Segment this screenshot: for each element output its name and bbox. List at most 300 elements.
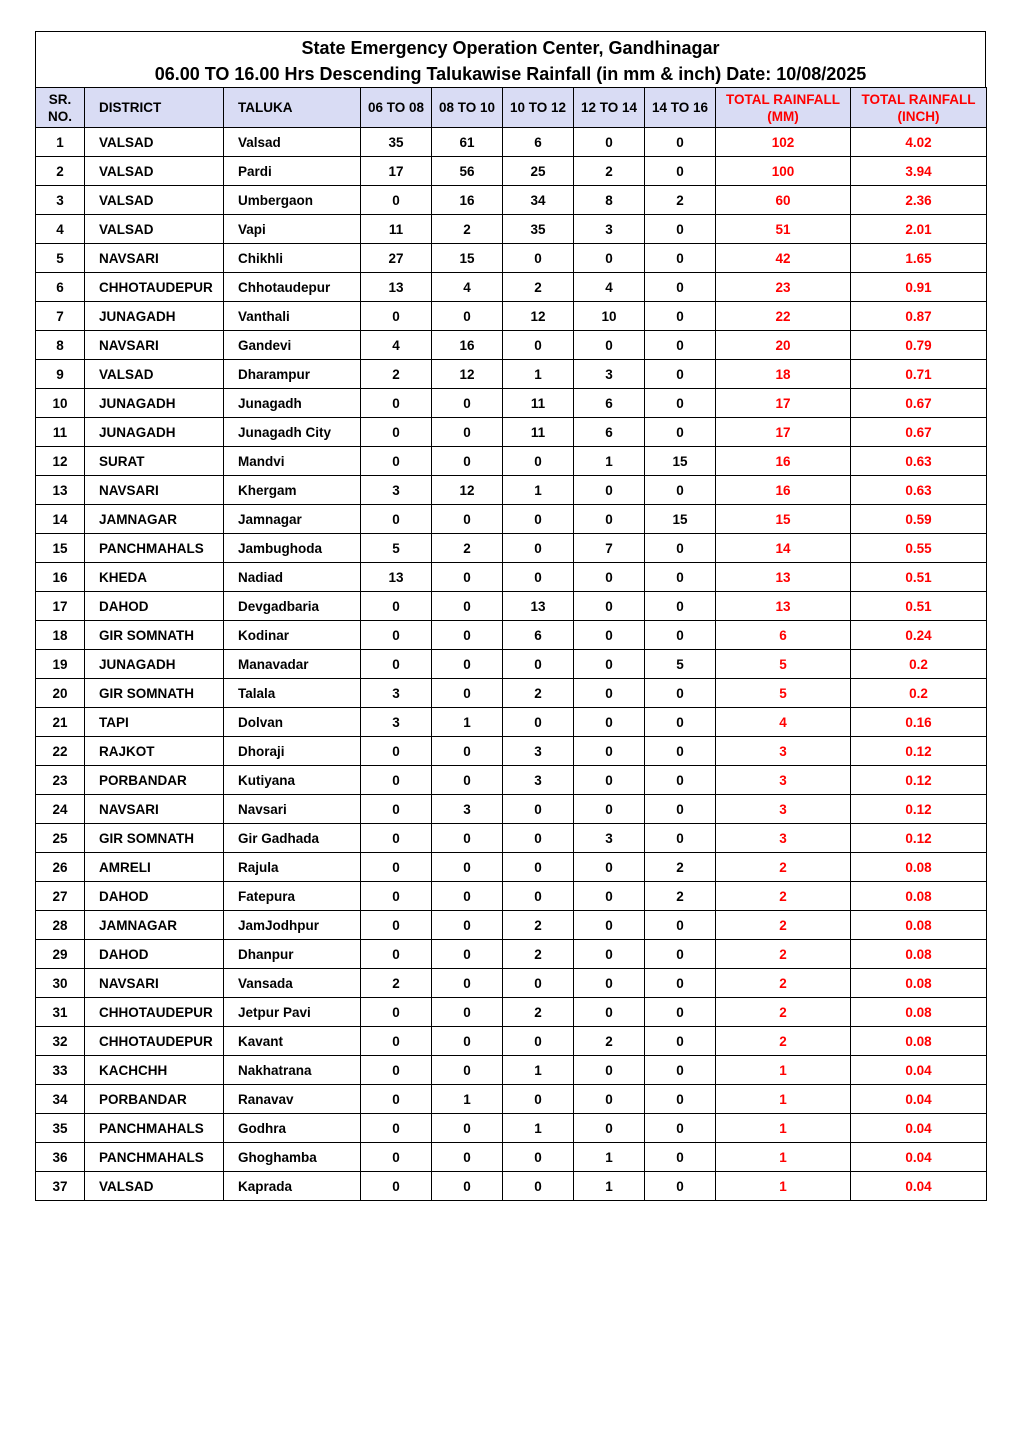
cell-taluka: Junagadh	[224, 389, 361, 418]
cell-06-to-08: 0	[361, 1172, 432, 1201]
table-row	[36, 766, 987, 795]
table-row	[36, 1143, 987, 1172]
cell-10-to-12: 3	[503, 766, 574, 795]
cell-total-mm: 2	[716, 853, 851, 882]
cell-district: GIR SOMNATH	[85, 679, 224, 708]
cell-06-to-08: 0	[361, 621, 432, 650]
cell-sr-no: 32	[36, 1027, 85, 1056]
cell-12-to-14: 8	[574, 186, 645, 215]
cell-08-to-10: 1	[432, 1085, 503, 1114]
cell-10-to-12: 0	[503, 824, 574, 853]
cell-taluka: Rajula	[224, 853, 361, 882]
cell-08-to-10: 0	[432, 505, 503, 534]
cell-06-to-08: 0	[361, 824, 432, 853]
cell-14-to-16: 0	[645, 476, 716, 505]
table-row	[36, 302, 987, 331]
cell-taluka: Devgadbaria	[224, 592, 361, 621]
col-header-total-mm: TOTAL RAINFALL (MM)	[716, 88, 851, 128]
cell-14-to-16: 15	[645, 505, 716, 534]
cell-sr-no: 12	[36, 447, 85, 476]
cell-08-to-10: 12	[432, 476, 503, 505]
table-row	[36, 215, 987, 244]
cell-total-mm: 2	[716, 882, 851, 911]
cell-sr-no: 24	[36, 795, 85, 824]
cell-10-to-12: 1	[503, 476, 574, 505]
cell-08-to-10: 0	[432, 1056, 503, 1085]
cell-taluka: JamJodhpur	[224, 911, 361, 940]
cell-08-to-10: 0	[432, 592, 503, 621]
cell-12-to-14: 0	[574, 969, 645, 998]
cell-total-mm: 15	[716, 505, 851, 534]
table-row	[36, 563, 987, 592]
cell-total-mm: 1	[716, 1143, 851, 1172]
cell-06-to-08: 13	[361, 273, 432, 302]
cell-06-to-08: 0	[361, 940, 432, 969]
cell-10-to-12: 0	[503, 1172, 574, 1201]
cell-taluka: Junagadh City	[224, 418, 361, 447]
cell-total-mm: 1	[716, 1114, 851, 1143]
cell-14-to-16: 0	[645, 273, 716, 302]
cell-sr-no: 6	[36, 273, 85, 302]
cell-14-to-16: 0	[645, 795, 716, 824]
cell-district: JUNAGADH	[85, 302, 224, 331]
cell-district: VALSAD	[85, 157, 224, 186]
cell-10-to-12: 34	[503, 186, 574, 215]
cell-10-to-12: 0	[503, 505, 574, 534]
cell-total-inch: 1.65	[851, 244, 987, 273]
cell-sr-no: 31	[36, 998, 85, 1027]
cell-total-inch: 2.01	[851, 215, 987, 244]
table-row	[36, 998, 987, 1027]
cell-08-to-10: 0	[432, 737, 503, 766]
cell-sr-no: 26	[36, 853, 85, 882]
cell-total-mm: 5	[716, 679, 851, 708]
cell-06-to-08: 0	[361, 418, 432, 447]
cell-12-to-14: 0	[574, 476, 645, 505]
table-header-row	[36, 88, 987, 128]
cell-12-to-14: 0	[574, 882, 645, 911]
cell-08-to-10: 16	[432, 331, 503, 360]
cell-12-to-14: 0	[574, 505, 645, 534]
cell-10-to-12: 2	[503, 998, 574, 1027]
cell-total-inch: 3.94	[851, 157, 987, 186]
cell-10-to-12: 2	[503, 911, 574, 940]
cell-10-to-12: 2	[503, 273, 574, 302]
cell-taluka: Kavant	[224, 1027, 361, 1056]
cell-district: JUNAGADH	[85, 389, 224, 418]
cell-total-inch: 2.36	[851, 186, 987, 215]
cell-taluka: Pardi	[224, 157, 361, 186]
cell-sr-no: 34	[36, 1085, 85, 1114]
cell-06-to-08: 3	[361, 476, 432, 505]
cell-district: AMRELI	[85, 853, 224, 882]
cell-total-mm: 2	[716, 940, 851, 969]
cell-taluka: Chhotaudepur	[224, 273, 361, 302]
cell-taluka: Dhoraji	[224, 737, 361, 766]
cell-total-mm: 16	[716, 447, 851, 476]
cell-sr-no: 35	[36, 1114, 85, 1143]
cell-sr-no: 36	[36, 1143, 85, 1172]
cell-08-to-10: 0	[432, 1143, 503, 1172]
cell-total-inch: 0.08	[851, 911, 987, 940]
table-row	[36, 708, 987, 737]
cell-district: RAJKOT	[85, 737, 224, 766]
cell-10-to-12: 0	[503, 1027, 574, 1056]
cell-total-mm: 1	[716, 1056, 851, 1085]
cell-10-to-12: 0	[503, 650, 574, 679]
col-header-total-inch: TOTAL RAINFALL (INCH)	[851, 88, 987, 128]
cell-total-inch: 0.2	[851, 650, 987, 679]
table-row	[36, 650, 987, 679]
cell-total-mm: 42	[716, 244, 851, 273]
cell-taluka: Umbergaon	[224, 186, 361, 215]
table-row	[36, 244, 987, 273]
cell-10-to-12: 0	[503, 331, 574, 360]
cell-total-inch: 0.04	[851, 1114, 987, 1143]
cell-10-to-12: 0	[503, 1085, 574, 1114]
table-row	[36, 1085, 987, 1114]
cell-taluka: Valsad	[224, 128, 361, 157]
cell-taluka: Vapi	[224, 215, 361, 244]
cell-10-to-12: 1	[503, 1056, 574, 1085]
col-header-14-to-16: 14 TO 16	[645, 88, 716, 128]
cell-district: NAVSARI	[85, 476, 224, 505]
rainfall-report	[35, 31, 986, 1201]
cell-06-to-08: 0	[361, 853, 432, 882]
cell-12-to-14: 2	[574, 1027, 645, 1056]
cell-12-to-14: 0	[574, 795, 645, 824]
cell-12-to-14: 4	[574, 273, 645, 302]
cell-12-to-14: 2	[574, 157, 645, 186]
cell-taluka: Khergam	[224, 476, 361, 505]
cell-total-mm: 1	[716, 1172, 851, 1201]
cell-14-to-16: 2	[645, 186, 716, 215]
cell-06-to-08: 5	[361, 534, 432, 563]
cell-12-to-14: 3	[574, 824, 645, 853]
cell-12-to-14: 0	[574, 940, 645, 969]
cell-total-inch: 0.04	[851, 1172, 987, 1201]
col-header-06-to-08: 06 TO 08	[361, 88, 432, 128]
cell-08-to-10: 0	[432, 447, 503, 476]
cell-sr-no: 29	[36, 940, 85, 969]
cell-12-to-14: 0	[574, 911, 645, 940]
cell-sr-no: 18	[36, 621, 85, 650]
cell-total-mm: 1	[716, 1085, 851, 1114]
cell-10-to-12: 0	[503, 563, 574, 592]
cell-06-to-08: 17	[361, 157, 432, 186]
cell-12-to-14: 0	[574, 679, 645, 708]
cell-08-to-10: 0	[432, 389, 503, 418]
cell-district: VALSAD	[85, 360, 224, 389]
cell-total-mm: 2	[716, 1027, 851, 1056]
cell-08-to-10: 4	[432, 273, 503, 302]
table-row	[36, 737, 987, 766]
cell-total-mm: 2	[716, 911, 851, 940]
cell-district: TAPI	[85, 708, 224, 737]
cell-total-inch: 0.51	[851, 592, 987, 621]
cell-total-inch: 0.71	[851, 360, 987, 389]
cell-total-mm: 2	[716, 969, 851, 998]
cell-06-to-08: 27	[361, 244, 432, 273]
cell-12-to-14: 0	[574, 128, 645, 157]
cell-sr-no: 27	[36, 882, 85, 911]
cell-sr-no: 20	[36, 679, 85, 708]
cell-total-mm: 6	[716, 621, 851, 650]
cell-total-inch: 0.08	[851, 853, 987, 882]
cell-taluka: Navsari	[224, 795, 361, 824]
cell-district: DAHOD	[85, 882, 224, 911]
cell-district: KHEDA	[85, 563, 224, 592]
cell-sr-no: 13	[36, 476, 85, 505]
table-row	[36, 795, 987, 824]
cell-total-mm: 2	[716, 998, 851, 1027]
cell-14-to-16: 0	[645, 563, 716, 592]
cell-sr-no: 8	[36, 331, 85, 360]
cell-08-to-10: 15	[432, 244, 503, 273]
cell-total-inch: 0.08	[851, 969, 987, 998]
cell-14-to-16: 0	[645, 940, 716, 969]
cell-06-to-08: 0	[361, 1114, 432, 1143]
cell-total-inch: 0.59	[851, 505, 987, 534]
cell-08-to-10: 1	[432, 708, 503, 737]
cell-10-to-12: 0	[503, 795, 574, 824]
cell-sr-no: 16	[36, 563, 85, 592]
cell-14-to-16: 0	[645, 911, 716, 940]
table-row	[36, 505, 987, 534]
cell-district: VALSAD	[85, 186, 224, 215]
cell-12-to-14: 3	[574, 215, 645, 244]
cell-10-to-12: 11	[503, 389, 574, 418]
cell-06-to-08: 0	[361, 592, 432, 621]
cell-district: VALSAD	[85, 1172, 224, 1201]
cell-district: JAMNAGAR	[85, 505, 224, 534]
cell-district: SURAT	[85, 447, 224, 476]
cell-total-inch: 0.12	[851, 766, 987, 795]
cell-sr-no: 25	[36, 824, 85, 853]
cell-total-mm: 17	[716, 389, 851, 418]
cell-total-mm: 3	[716, 737, 851, 766]
cell-taluka: Gir Gadhada	[224, 824, 361, 853]
cell-08-to-10: 0	[432, 650, 503, 679]
cell-total-mm: 13	[716, 592, 851, 621]
cell-total-inch: 0.04	[851, 1085, 987, 1114]
cell-total-mm: 4	[716, 708, 851, 737]
cell-14-to-16: 0	[645, 534, 716, 563]
cell-08-to-10: 0	[432, 679, 503, 708]
cell-14-to-16: 0	[645, 302, 716, 331]
cell-08-to-10: 56	[432, 157, 503, 186]
cell-06-to-08: 3	[361, 679, 432, 708]
col-header-12-to-14: 12 TO 14	[574, 88, 645, 128]
cell-total-mm: 17	[716, 418, 851, 447]
cell-total-inch: 0.79	[851, 331, 987, 360]
cell-14-to-16: 15	[645, 447, 716, 476]
cell-district: DAHOD	[85, 592, 224, 621]
cell-taluka: Dolvan	[224, 708, 361, 737]
cell-taluka: Chikhli	[224, 244, 361, 273]
cell-sr-no: 22	[36, 737, 85, 766]
cell-10-to-12: 25	[503, 157, 574, 186]
cell-14-to-16: 0	[645, 215, 716, 244]
cell-08-to-10: 0	[432, 418, 503, 447]
cell-district: PANCHMAHALS	[85, 1114, 224, 1143]
cell-taluka: Ranavav	[224, 1085, 361, 1114]
cell-taluka: Jamnagar	[224, 505, 361, 534]
cell-14-to-16: 0	[645, 418, 716, 447]
cell-total-mm: 16	[716, 476, 851, 505]
cell-14-to-16: 0	[645, 244, 716, 273]
cell-total-inch: 0.08	[851, 940, 987, 969]
report-title: State Emergency Operation Center, Gandhinagar	[301, 38, 720, 58]
cell-14-to-16: 2	[645, 882, 716, 911]
cell-12-to-14: 1	[574, 1143, 645, 1172]
cell-10-to-12: 3	[503, 737, 574, 766]
cell-total-mm: 3	[716, 795, 851, 824]
cell-12-to-14: 0	[574, 853, 645, 882]
cell-total-mm: 102	[716, 128, 851, 157]
cell-sr-no: 11	[36, 418, 85, 447]
cell-06-to-08: 0	[361, 302, 432, 331]
table-row	[36, 940, 987, 969]
table-row	[36, 447, 987, 476]
cell-12-to-14: 10	[574, 302, 645, 331]
cell-10-to-12: 0	[503, 708, 574, 737]
cell-district: JUNAGADH	[85, 650, 224, 679]
cell-sr-no: 3	[36, 186, 85, 215]
cell-08-to-10: 0	[432, 911, 503, 940]
cell-08-to-10: 3	[432, 795, 503, 824]
cell-14-to-16: 0	[645, 766, 716, 795]
table-row	[36, 186, 987, 215]
cell-14-to-16: 0	[645, 679, 716, 708]
table-row	[36, 273, 987, 302]
cell-sr-no: 10	[36, 389, 85, 418]
table-row	[36, 911, 987, 940]
cell-08-to-10: 0	[432, 998, 503, 1027]
cell-06-to-08: 0	[361, 766, 432, 795]
cell-06-to-08: 3	[361, 708, 432, 737]
table-row	[36, 418, 987, 447]
cell-08-to-10: 0	[432, 766, 503, 795]
cell-08-to-10: 0	[432, 882, 503, 911]
cell-taluka: Kodinar	[224, 621, 361, 650]
cell-district: JAMNAGAR	[85, 911, 224, 940]
cell-taluka: Nadiad	[224, 563, 361, 592]
cell-taluka: Vansada	[224, 969, 361, 998]
cell-12-to-14: 0	[574, 766, 645, 795]
cell-taluka: Kaprada	[224, 1172, 361, 1201]
cell-12-to-14: 3	[574, 360, 645, 389]
cell-14-to-16: 0	[645, 592, 716, 621]
rainfall-table	[35, 87, 987, 1201]
cell-08-to-10: 2	[432, 534, 503, 563]
cell-sr-no: 23	[36, 766, 85, 795]
cell-12-to-14: 0	[574, 998, 645, 1027]
cell-12-to-14: 1	[574, 447, 645, 476]
cell-14-to-16: 2	[645, 853, 716, 882]
cell-06-to-08: 35	[361, 128, 432, 157]
cell-14-to-16: 0	[645, 1056, 716, 1085]
table-row	[36, 969, 987, 998]
cell-taluka: Vanthali	[224, 302, 361, 331]
cell-14-to-16: 0	[645, 1143, 716, 1172]
cell-total-mm: 22	[716, 302, 851, 331]
report-header	[35, 31, 986, 87]
cell-total-inch: 0.08	[851, 998, 987, 1027]
cell-total-mm: 51	[716, 215, 851, 244]
cell-total-inch: 0.63	[851, 447, 987, 476]
cell-total-inch: 0.24	[851, 621, 987, 650]
cell-14-to-16: 0	[645, 1172, 716, 1201]
cell-total-mm: 13	[716, 563, 851, 592]
cell-sr-no: 4	[36, 215, 85, 244]
cell-08-to-10: 16	[432, 186, 503, 215]
table-row	[36, 128, 987, 157]
table-row	[36, 331, 987, 360]
cell-district: PORBANDAR	[85, 766, 224, 795]
cell-10-to-12: 0	[503, 882, 574, 911]
cell-14-to-16: 0	[645, 1114, 716, 1143]
cell-12-to-14: 7	[574, 534, 645, 563]
cell-08-to-10: 0	[432, 1114, 503, 1143]
cell-taluka: Fatepura	[224, 882, 361, 911]
cell-06-to-08: 0	[361, 911, 432, 940]
cell-06-to-08: 0	[361, 882, 432, 911]
cell-sr-no: 9	[36, 360, 85, 389]
cell-total-mm: 3	[716, 766, 851, 795]
cell-total-inch: 4.02	[851, 128, 987, 157]
cell-district: CHHOTAUDEPUR	[85, 998, 224, 1027]
table-row	[36, 882, 987, 911]
cell-sr-no: 2	[36, 157, 85, 186]
cell-taluka: Jambughoda	[224, 534, 361, 563]
cell-taluka: Godhra	[224, 1114, 361, 1143]
cell-10-to-12: 35	[503, 215, 574, 244]
cell-10-to-12: 13	[503, 592, 574, 621]
cell-08-to-10: 0	[432, 969, 503, 998]
cell-district: CHHOTAUDEPUR	[85, 273, 224, 302]
cell-10-to-12: 1	[503, 360, 574, 389]
cell-12-to-14: 0	[574, 737, 645, 766]
cell-district: DAHOD	[85, 940, 224, 969]
cell-14-to-16: 0	[645, 157, 716, 186]
cell-district: NAVSARI	[85, 331, 224, 360]
cell-district: NAVSARI	[85, 244, 224, 273]
col-header-08-to-10: 08 TO 10	[432, 88, 503, 128]
cell-total-mm: 18	[716, 360, 851, 389]
cell-total-inch: 0.08	[851, 1027, 987, 1056]
cell-sr-no: 15	[36, 534, 85, 563]
table-row	[36, 476, 987, 505]
cell-taluka: Mandvi	[224, 447, 361, 476]
table-row	[36, 853, 987, 882]
cell-10-to-12: 12	[503, 302, 574, 331]
cell-10-to-12: 6	[503, 621, 574, 650]
table-row	[36, 1114, 987, 1143]
table-row	[36, 679, 987, 708]
cell-08-to-10: 0	[432, 940, 503, 969]
cell-total-mm: 100	[716, 157, 851, 186]
cell-12-to-14: 0	[574, 331, 645, 360]
cell-taluka: Kutiyana	[224, 766, 361, 795]
cell-sr-no: 19	[36, 650, 85, 679]
cell-08-to-10: 0	[432, 621, 503, 650]
cell-10-to-12: 0	[503, 969, 574, 998]
table-row	[36, 389, 987, 418]
cell-sr-no: 14	[36, 505, 85, 534]
cell-08-to-10: 0	[432, 563, 503, 592]
cell-total-inch: 0.04	[851, 1143, 987, 1172]
